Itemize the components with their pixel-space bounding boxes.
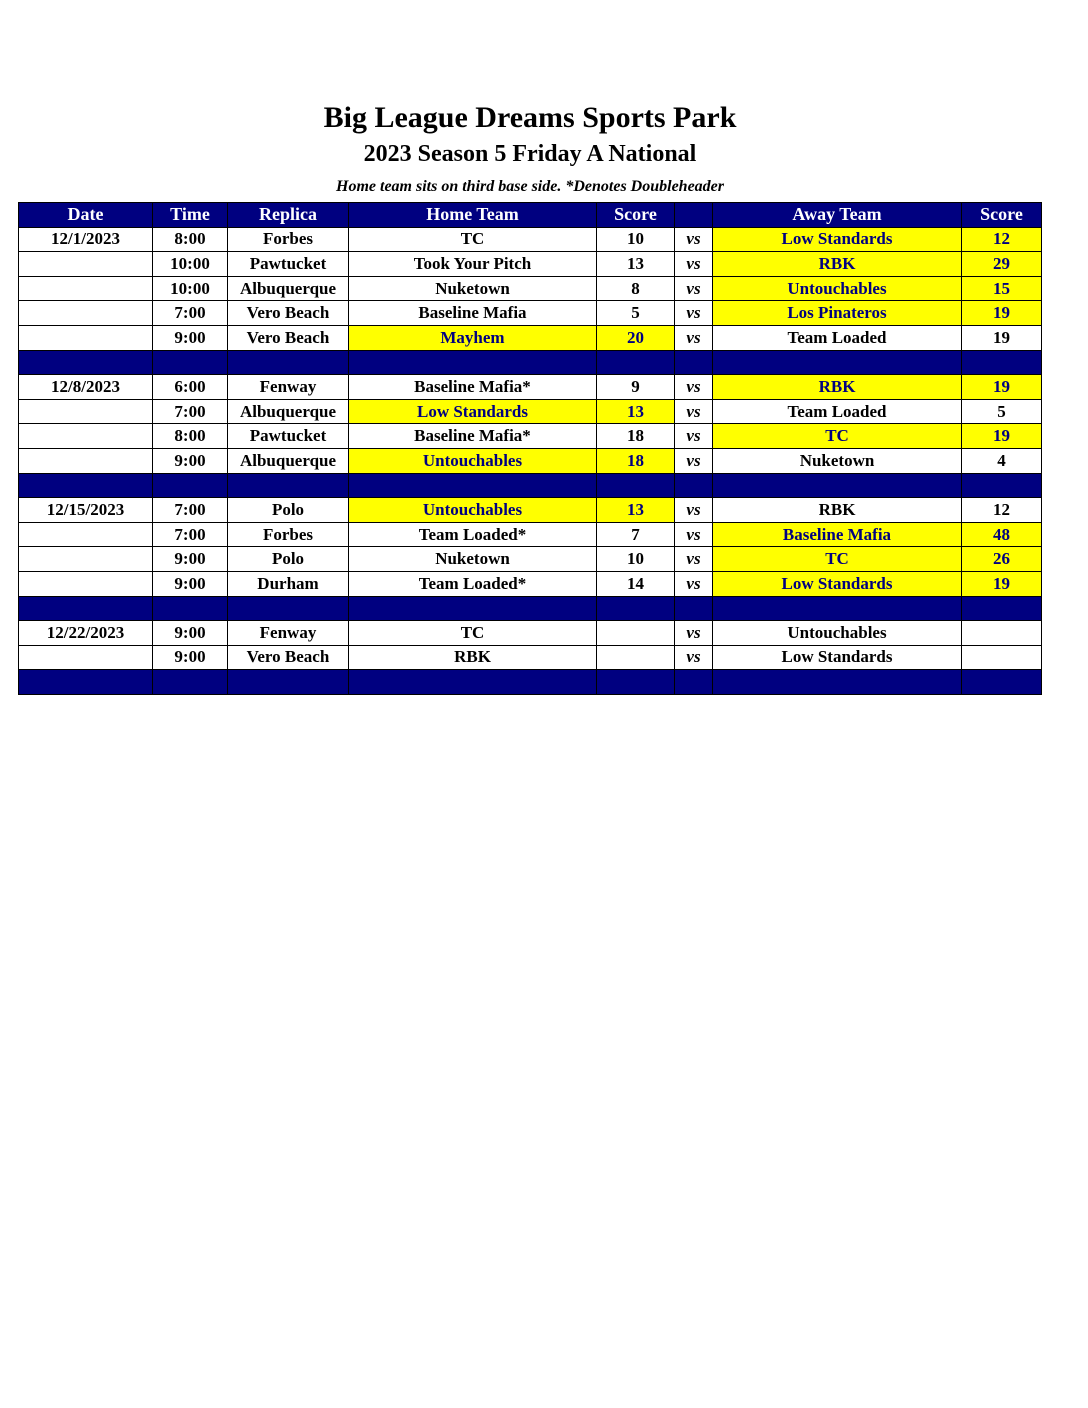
vs-cell: vs [675, 645, 713, 670]
home-team-cell: Team Loaded* [349, 571, 597, 596]
away-score-cell [962, 621, 1042, 646]
game-row [19, 301, 1042, 326]
away-score-cell: 19 [962, 375, 1042, 400]
separator-cell [713, 670, 962, 695]
away-score-cell: 12 [962, 227, 1042, 252]
home-score-cell: 13 [597, 498, 675, 523]
home-score-cell: 14 [597, 571, 675, 596]
date-cell [19, 325, 153, 350]
separator-cell [19, 350, 153, 375]
vs-cell: vs [675, 522, 713, 547]
away-score-cell: 4 [962, 448, 1042, 473]
page-title: Big League Dreams Sports Park [323, 101, 737, 134]
replica-cell: Albuquerque [228, 276, 349, 301]
time-cell: 9:00 [153, 621, 228, 646]
date-cell [19, 252, 153, 277]
date-cell [19, 301, 153, 326]
away-team-cell: Los Pinateros [713, 301, 962, 326]
time-cell: 6:00 [153, 375, 228, 400]
away-score-cell: 19 [962, 571, 1042, 596]
away-score-cell: 29 [962, 252, 1042, 277]
replica-cell: Vero Beach [228, 325, 349, 350]
game-row [19, 547, 1042, 572]
date-cell: 12/1/2023 [19, 227, 153, 252]
separator-cell [349, 473, 597, 498]
replica-cell: Fenway [228, 375, 349, 400]
separator-cell [962, 670, 1042, 695]
time-cell: 9:00 [153, 325, 228, 350]
vs-cell: vs [675, 325, 713, 350]
separator-cell [962, 596, 1042, 621]
date-cell [19, 547, 153, 572]
week-separator-row [19, 473, 1042, 498]
vs-cell: vs [675, 448, 713, 473]
home-score-cell: 20 [597, 325, 675, 350]
game-row [19, 424, 1042, 449]
vs-cell: vs [675, 571, 713, 596]
header-home-score: Score [597, 203, 675, 228]
separator-cell [597, 596, 675, 621]
header-home-team: Home Team [349, 203, 597, 228]
separator-cell [153, 350, 228, 375]
home-score-cell: 18 [597, 448, 675, 473]
time-cell: 8:00 [153, 424, 228, 449]
home-team-cell: TC [349, 621, 597, 646]
home-score-cell: 18 [597, 424, 675, 449]
away-score-cell: 5 [962, 399, 1042, 424]
separator-cell [228, 596, 349, 621]
home-team-cell: Nuketown [349, 547, 597, 572]
home-team-cell: Baseline Mafia* [349, 375, 597, 400]
date-cell: 12/22/2023 [19, 621, 153, 646]
date-cell [19, 522, 153, 547]
vs-cell: vs [675, 621, 713, 646]
separator-cell [19, 596, 153, 621]
away-team-cell: RBK [713, 375, 962, 400]
away-team-cell: Nuketown [713, 448, 962, 473]
time-cell: 9:00 [153, 448, 228, 473]
home-score-cell [597, 621, 675, 646]
vs-cell: vs [675, 424, 713, 449]
separator-cell [713, 350, 962, 375]
week-separator-row [19, 670, 1042, 695]
away-team-cell: Low Standards [713, 645, 962, 670]
replica-cell: Pawtucket [228, 424, 349, 449]
game-row [19, 276, 1042, 301]
replica-cell: Pawtucket [228, 252, 349, 277]
home-score-cell [597, 645, 675, 670]
away-team-cell: RBK [713, 252, 962, 277]
time-cell: 10:00 [153, 252, 228, 277]
game-row [19, 325, 1042, 350]
game-row [19, 375, 1042, 400]
replica-cell: Vero Beach [228, 301, 349, 326]
away-team-cell: RBK [713, 498, 962, 523]
replica-cell: Polo [228, 498, 349, 523]
away-score-cell: 19 [962, 424, 1042, 449]
home-score-cell: 5 [597, 301, 675, 326]
date-cell [19, 448, 153, 473]
home-score-cell: 8 [597, 276, 675, 301]
home-team-cell: Baseline Mafia [349, 301, 597, 326]
separator-cell [597, 473, 675, 498]
away-team-cell: Untouchables [713, 276, 962, 301]
header-away-team: Away Team [713, 203, 962, 228]
home-team-cell: Team Loaded* [349, 522, 597, 547]
home-score-cell: 10 [597, 547, 675, 572]
time-cell: 7:00 [153, 399, 228, 424]
away-team-cell: Untouchables [713, 621, 962, 646]
replica-cell: Forbes [228, 522, 349, 547]
vs-cell: vs [675, 252, 713, 277]
vs-cell: vs [675, 547, 713, 572]
separator-cell [19, 670, 153, 695]
away-score-cell: 48 [962, 522, 1042, 547]
away-score-cell: 12 [962, 498, 1042, 523]
game-row [19, 227, 1042, 252]
game-row [19, 621, 1042, 646]
away-team-cell: TC [713, 424, 962, 449]
separator-cell [597, 670, 675, 695]
schedule-table [18, 202, 1042, 695]
separator-cell [675, 473, 713, 498]
away-score-cell: 19 [962, 325, 1042, 350]
home-team-cell: Low Standards [349, 399, 597, 424]
away-score-cell: 19 [962, 301, 1042, 326]
home-team-cell: Baseline Mafia* [349, 424, 597, 449]
replica-cell: Albuquerque [228, 448, 349, 473]
time-cell: 9:00 [153, 571, 228, 596]
header-row [19, 203, 1042, 228]
header-time: Time [153, 203, 228, 228]
home-team-cell: Took Your Pitch [349, 252, 597, 277]
separator-cell [228, 670, 349, 695]
header-away-score: Score [962, 203, 1042, 228]
separator-cell [228, 473, 349, 498]
away-score-cell: 15 [962, 276, 1042, 301]
replica-cell: Forbes [228, 227, 349, 252]
replica-cell: Albuquerque [228, 399, 349, 424]
separator-cell [675, 350, 713, 375]
home-team-cell: RBK [349, 645, 597, 670]
separator-cell [19, 473, 153, 498]
header-vs [675, 203, 713, 228]
separator-cell [349, 350, 597, 375]
separator-cell [153, 473, 228, 498]
page-subtitle: 2023 Season 5 Friday A National [363, 141, 697, 167]
away-team-cell: Low Standards [713, 227, 962, 252]
vs-cell: vs [675, 301, 713, 326]
game-row [19, 571, 1042, 596]
separator-cell [153, 596, 228, 621]
vs-cell: vs [675, 399, 713, 424]
home-team-cell: Untouchables [349, 448, 597, 473]
away-team-cell: TC [713, 547, 962, 572]
separator-cell [349, 596, 597, 621]
away-team-cell: Team Loaded [713, 325, 962, 350]
date-cell: 12/8/2023 [19, 375, 153, 400]
time-cell: 8:00 [153, 227, 228, 252]
away-score-cell: 26 [962, 547, 1042, 572]
home-score-cell: 13 [597, 399, 675, 424]
replica-cell: Fenway [228, 621, 349, 646]
game-row [19, 645, 1042, 670]
time-cell: 7:00 [153, 522, 228, 547]
date-cell [19, 571, 153, 596]
separator-cell [597, 350, 675, 375]
date-cell [19, 399, 153, 424]
date-cell [19, 424, 153, 449]
home-score-cell: 13 [597, 252, 675, 277]
separator-cell [713, 596, 962, 621]
game-row [19, 522, 1042, 547]
separator-cell [675, 596, 713, 621]
schedule-body [19, 227, 1042, 694]
game-row [19, 399, 1042, 424]
date-cell [19, 645, 153, 670]
away-team-cell: Team Loaded [713, 399, 962, 424]
separator-cell [349, 670, 597, 695]
away-score-cell [962, 645, 1042, 670]
separator-cell [228, 350, 349, 375]
game-row [19, 448, 1042, 473]
time-cell: 7:00 [153, 498, 228, 523]
replica-cell: Durham [228, 571, 349, 596]
week-separator-row [19, 350, 1042, 375]
game-row [19, 252, 1042, 277]
replica-cell: Polo [228, 547, 349, 572]
replica-cell: Vero Beach [228, 645, 349, 670]
page-note: Home team sits on third base side. *Denotes Doubleheader [336, 178, 724, 195]
separator-cell [962, 473, 1042, 498]
home-team-cell: Untouchables [349, 498, 597, 523]
date-cell: 12/15/2023 [19, 498, 153, 523]
header-date: Date [19, 203, 153, 228]
home-team-cell: Mayhem [349, 325, 597, 350]
time-cell: 10:00 [153, 276, 228, 301]
vs-cell: vs [675, 375, 713, 400]
time-cell: 9:00 [153, 645, 228, 670]
home-score-cell: 10 [597, 227, 675, 252]
away-team-cell: Baseline Mafia [713, 522, 962, 547]
separator-cell [713, 473, 962, 498]
separator-cell [675, 670, 713, 695]
time-cell: 9:00 [153, 547, 228, 572]
time-cell: 7:00 [153, 301, 228, 326]
vs-cell: vs [675, 227, 713, 252]
vs-cell: vs [675, 276, 713, 301]
week-separator-row [19, 596, 1042, 621]
date-cell [19, 276, 153, 301]
game-row [19, 498, 1042, 523]
vs-cell: vs [675, 498, 713, 523]
home-team-cell: TC [349, 227, 597, 252]
header-replica: Replica [228, 203, 349, 228]
separator-cell [153, 670, 228, 695]
separator-cell [962, 350, 1042, 375]
home-score-cell: 7 [597, 522, 675, 547]
away-team-cell: Low Standards [713, 571, 962, 596]
home-score-cell: 9 [597, 375, 675, 400]
home-team-cell: Nuketown [349, 276, 597, 301]
